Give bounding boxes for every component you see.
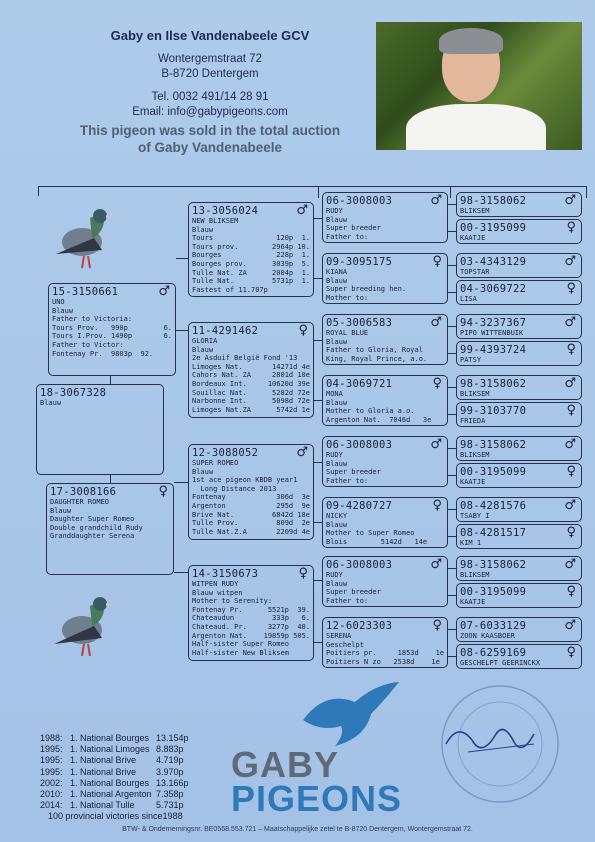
ggp-line: King, Royal Prince, a.o. xyxy=(326,354,428,363)
female-icon: ♀ xyxy=(566,464,576,479)
gs2-name: SUPER ROMEO xyxy=(192,459,239,467)
ggp-line: Poitiers pr. 1853d 1e xyxy=(326,649,445,658)
achievement-row xyxy=(40,744,189,755)
gggp-name: BLIKSEM xyxy=(460,571,490,579)
connector xyxy=(586,186,587,198)
achievement-row xyxy=(40,733,189,744)
gd2-note: Half-sister Super Romeo xyxy=(192,640,289,649)
gs1-result: Tulle Nat. ZA 2004p 1. xyxy=(192,268,310,277)
male-icon: ♂ xyxy=(296,445,308,460)
connector xyxy=(314,278,322,279)
ggp-ring: 06-3008003 xyxy=(326,439,393,451)
gggp-ring: 04-3069722 xyxy=(460,283,527,295)
male-icon: ♂ xyxy=(564,193,576,208)
gggp-ring: 99-3103770 xyxy=(460,405,527,417)
gggp-name: TSABY I xyxy=(460,512,490,520)
female-icon: ♀ xyxy=(566,645,576,660)
connector xyxy=(448,387,456,388)
sire-note: Father to Victor: xyxy=(52,340,124,349)
achievement-title: 1. National Argenton xyxy=(70,788,152,799)
ggp-line: Blauw xyxy=(326,276,348,285)
connector xyxy=(448,292,456,293)
ggp-line: Blauw xyxy=(326,398,348,407)
gd1-note: 2e Asduif België Fond '13 xyxy=(192,354,298,363)
ggp-ring: 06-3008003 xyxy=(326,559,393,571)
gggp-name: KIM 1 xyxy=(460,539,482,547)
gd2-result: Chateaudun 333p 6. xyxy=(192,614,310,623)
connector xyxy=(314,642,322,643)
gggp-name: KAATJE xyxy=(460,478,486,486)
ggp-line: Argenton Nat. 7046d 3e xyxy=(326,415,432,424)
achievement-count: 7.358p xyxy=(156,788,184,799)
female-icon: ♀ xyxy=(566,525,576,540)
dam-box[interactable] xyxy=(46,483,174,575)
logo-word-gaby: GABY xyxy=(231,744,340,785)
gs2-result: Tulle Nat.Z.A 2209d 4e xyxy=(192,527,310,536)
gggp-box[interactable] xyxy=(456,556,582,581)
female-icon: ♀ xyxy=(566,342,576,357)
gggp-ring: 98-3158062 xyxy=(460,439,527,451)
gd2-result: Fontenay Pr. 5521p 39. xyxy=(192,605,310,614)
ggp-ring: 06-3008003 xyxy=(326,195,393,207)
ggp-line: Father to: xyxy=(326,232,369,241)
breeder-title: Gaby en Ilse Vandenabeele GCV xyxy=(110,28,310,43)
ggp-line: Blauw xyxy=(326,459,348,468)
gd2-name: WITPEN RUDY xyxy=(192,580,239,588)
connector xyxy=(314,522,322,523)
gd2-result: Argenton Nat. 19859p 505. xyxy=(192,631,310,640)
male-icon: ♂ xyxy=(430,437,442,452)
female-icon: ♀ xyxy=(432,254,442,269)
male-icon: ♂ xyxy=(430,315,442,330)
connector xyxy=(448,448,456,449)
gs1-result: Tours prov. 2964p 10. xyxy=(192,242,310,251)
gs1-ring: 13-3056024 xyxy=(192,205,259,217)
granddam1-box[interactable] xyxy=(188,322,314,418)
connector xyxy=(314,580,322,581)
dove-logo-icon xyxy=(295,680,405,750)
dam-note: Daughter Super Romeo xyxy=(50,515,135,524)
gggp-box[interactable] xyxy=(456,253,582,278)
photo-hair xyxy=(439,28,503,54)
achievement-title: 1. National Tulle xyxy=(70,800,135,811)
gs2-result: Brive Nat. 6842d 18e xyxy=(192,510,310,519)
ggp-line: Father to: xyxy=(326,596,369,605)
achievement-year: 1988: xyxy=(40,733,63,743)
achievement-year: 1995: xyxy=(40,744,63,755)
gggp-ring: 00-3195099 xyxy=(460,222,527,234)
ggp-box[interactable] xyxy=(322,556,448,607)
grandsire1-box[interactable] xyxy=(188,202,314,297)
female-icon: ♀ xyxy=(298,323,308,338)
ggp-line: Super breeder xyxy=(326,224,381,233)
granddam2-box[interactable] xyxy=(188,565,314,661)
gggp-box[interactable] xyxy=(456,280,582,305)
ggp-line: MONA xyxy=(326,390,343,398)
ggp-line: Blauw xyxy=(326,215,348,224)
connector xyxy=(314,340,322,341)
ggp-ring: 09-4280727 xyxy=(326,500,393,512)
ggp-line: RUDY xyxy=(326,571,343,579)
female-icon: ♀ xyxy=(432,498,442,513)
ggp-line: RUDY xyxy=(326,207,343,215)
ggp-line: Super breeder xyxy=(326,588,381,597)
gggp-box[interactable] xyxy=(456,524,582,549)
achievement-title: 1. National Bourges xyxy=(70,777,150,788)
achievement-row xyxy=(40,767,189,778)
breeder-address xyxy=(60,52,360,120)
gggp-box[interactable] xyxy=(456,314,582,339)
male-icon: ♂ xyxy=(564,254,576,269)
ggp-box[interactable] xyxy=(322,253,448,304)
gd1-result: Bordeaux Int. 10620d 39e xyxy=(192,379,310,388)
sire-color: Blauw xyxy=(52,306,74,315)
connector xyxy=(448,509,456,510)
gggp-ring: 94-3237367 xyxy=(460,317,527,329)
gs1-note: Fastest of 11.707p xyxy=(192,285,268,294)
achievement-year: 1995: xyxy=(40,766,63,777)
gggp-ring: 03-4343129 xyxy=(460,256,527,268)
ggp-line: Mother to: xyxy=(326,293,369,302)
ggp-line: Geschelpt xyxy=(326,640,364,649)
male-icon: ♂ xyxy=(564,437,576,452)
gggp-name: PIPO WITTENBUIK xyxy=(460,329,524,337)
connector xyxy=(448,231,456,232)
gggp-box[interactable] xyxy=(456,192,582,217)
sire-result: Tours Prov. 990p 6. xyxy=(52,323,172,332)
connector xyxy=(448,656,456,657)
ggp-line: RUDY xyxy=(326,451,343,459)
achievement-count: 5.731p xyxy=(156,800,184,811)
gd1-name: GLORIA xyxy=(192,337,218,345)
achievement-title: 1. National Brive xyxy=(70,766,137,777)
gggp-ring: 08-6259169 xyxy=(460,647,527,659)
gd2-note: Half-sister New Bliksem xyxy=(192,648,289,657)
subject-ring: 18-3067328 xyxy=(40,387,107,399)
gggp-ring: 98-3158062 xyxy=(460,559,527,571)
ggp-line: KIANA xyxy=(326,268,348,276)
connector xyxy=(448,414,456,415)
sire-note: Father to Victoria: xyxy=(52,315,133,324)
gggp-name: FRIEDA xyxy=(460,417,486,425)
achievement-count: 13.154p xyxy=(156,733,189,743)
sire-ring: 15-3150661 xyxy=(52,286,119,298)
achievement-year: 2002: xyxy=(40,777,63,788)
female-icon: ♀ xyxy=(566,281,576,296)
gggp-name: KAATJE xyxy=(460,234,486,242)
gd2-ring: 14-3150673 xyxy=(192,568,259,580)
dam-name: DAUGHTER ROMEO xyxy=(50,498,110,506)
auction-note-line1: This pigeon was sold in the total auction xyxy=(79,123,341,138)
ggp-line: Blauw xyxy=(326,579,348,588)
achievements-footer: 100 provincial victories since1988 xyxy=(48,811,183,822)
male-icon: ♂ xyxy=(564,498,576,513)
gs1-result: Bourges 228p 1. xyxy=(192,251,310,260)
ggp-box[interactable] xyxy=(322,314,448,365)
ggp-line: Super breeder xyxy=(326,468,381,477)
gggp-name: KAATJE xyxy=(460,598,486,606)
gggp-ring: 07-6033129 xyxy=(460,620,527,632)
gggp-ring: 99-4393724 xyxy=(460,344,527,356)
gs1-name: NEW BLIKSEM xyxy=(192,217,239,225)
achievement-year: 2014: xyxy=(40,800,63,811)
connector xyxy=(448,353,456,354)
achievement-row xyxy=(40,755,189,766)
connector xyxy=(174,482,188,483)
connector xyxy=(110,475,111,483)
gs1-result: Tours 120p 1. xyxy=(192,234,310,243)
ggp-line: Father to: xyxy=(326,476,369,485)
gggp-ring: 08-4281576 xyxy=(460,500,527,512)
ggp-line: Mother to Gloria a.o. xyxy=(326,407,415,416)
male-icon: ♂ xyxy=(296,203,308,218)
connector xyxy=(448,265,456,266)
gggp-box[interactable] xyxy=(456,583,582,608)
connector xyxy=(450,186,451,198)
sire-name: UNO xyxy=(52,298,65,306)
male-icon: ♂ xyxy=(430,193,442,208)
address-street: Wontergemstraat 72 xyxy=(158,53,262,65)
achievements-list xyxy=(40,733,189,823)
connector xyxy=(110,376,111,384)
ggp-line: Father to Gloria, Royal xyxy=(326,346,423,355)
gggp-box[interactable] xyxy=(456,497,582,522)
gs1-result: Bourges prov. 3039p 5. xyxy=(192,259,310,268)
ggp-line: Blauw xyxy=(326,337,348,346)
ggp-line: Mother to Super Romeo xyxy=(326,529,415,538)
ggp-line: Poitiers N zo 2538d 1e xyxy=(326,657,440,666)
achievement-title: 1. National Limoges xyxy=(70,744,150,755)
ggp-line: SERENA xyxy=(326,632,352,640)
subject-color: Blauw xyxy=(40,399,62,407)
gggp-box[interactable] xyxy=(456,341,582,366)
gggp-name: BLIKSEM xyxy=(460,390,490,398)
subject-box[interactable] xyxy=(36,384,164,475)
gggp-box[interactable] xyxy=(456,219,582,244)
gggp-box[interactable] xyxy=(456,375,582,400)
grandsire2-box[interactable] xyxy=(188,444,314,540)
achievement-count: 13.166p xyxy=(156,777,189,788)
gs2-ring: 12-3088052 xyxy=(192,447,259,459)
pigeon-image-bottom xyxy=(44,584,114,662)
female-icon: ♀ xyxy=(566,220,576,235)
gggp-box[interactable] xyxy=(456,463,582,488)
connector xyxy=(318,186,319,198)
gggp-name: BLIKSEM xyxy=(460,207,490,215)
achievement-row xyxy=(40,800,189,811)
male-icon: ♂ xyxy=(564,315,576,330)
male-icon: ♂ xyxy=(564,376,576,391)
gggp-box[interactable] xyxy=(456,436,582,461)
ggp-box[interactable] xyxy=(322,436,448,487)
achievement-count: 4.719p xyxy=(156,755,184,766)
connector xyxy=(448,204,456,205)
gd1-ring: 11-4291462 xyxy=(192,325,259,337)
gs1-color: Blauw xyxy=(192,225,214,234)
header-divider xyxy=(38,186,586,187)
dam-color: Blauw xyxy=(50,506,72,515)
pigeon-image-top xyxy=(44,198,114,274)
gd2-note: Mother to Serenity: xyxy=(192,597,273,606)
gggp-name: ZOON KAASBOER xyxy=(460,632,515,640)
gs2-result: Fontenay 306d 3e xyxy=(192,493,310,502)
connector xyxy=(314,218,322,219)
dam-note: Granddaughter Serena xyxy=(50,532,135,541)
ggp-line: Blois 5142d 14e xyxy=(326,537,428,546)
female-icon: ♀ xyxy=(566,584,576,599)
male-icon: ♂ xyxy=(158,284,170,299)
logo-word-pigeons: PIGEONS xyxy=(231,778,403,819)
connector xyxy=(448,595,456,596)
ggp-line: Super breeding hen. xyxy=(326,285,407,294)
dam-ring: 17-3008166 xyxy=(50,486,117,498)
sire-box[interactable] xyxy=(48,283,176,376)
ggp-ring: 12-6023303 xyxy=(326,620,393,632)
gggp-name: GESCHELPT GEERINCKX xyxy=(460,659,541,667)
ggp-ring: 04-3069721 xyxy=(326,378,393,390)
sire-result: Tours I.Prov. 1490p 6. xyxy=(52,332,172,341)
gaby-pigeons-logo xyxy=(225,680,425,820)
address-city: B-8720 Dentergem xyxy=(161,68,259,80)
gggp-ring: 98-3158062 xyxy=(460,378,527,390)
achievement-row xyxy=(40,789,189,800)
gggp-box[interactable] xyxy=(456,617,582,642)
achievement-year: 2010: xyxy=(40,788,63,799)
authenticity-stamp xyxy=(438,682,562,806)
female-icon: ♀ xyxy=(432,618,442,633)
female-icon: ♀ xyxy=(158,484,168,499)
connector xyxy=(314,462,322,463)
ggp-box[interactable] xyxy=(322,192,448,243)
achievement-year: 1995: xyxy=(40,755,63,766)
connector xyxy=(448,536,456,537)
male-icon: ♂ xyxy=(564,557,576,572)
connector xyxy=(448,326,456,327)
connector xyxy=(448,568,456,569)
ggp-ring: 05-3006583 xyxy=(326,317,393,329)
ggp-line: NICKY xyxy=(326,512,348,520)
gd1-result: Cahors Nat. ZA 2801d 10e xyxy=(192,371,310,380)
connector xyxy=(448,629,456,630)
achievement-row xyxy=(40,778,189,789)
gd2-color: Blauw witpen xyxy=(192,588,243,597)
gs2-note: 1st ace pigeon KBDB year1 xyxy=(192,476,298,485)
gggp-ring: 00-3195099 xyxy=(460,586,527,598)
gggp-box[interactable] xyxy=(456,644,582,669)
gd1-result: Souillac Nat. 5282d 72e xyxy=(192,388,310,397)
gggp-ring: 00-3195099 xyxy=(460,466,527,478)
connector xyxy=(448,475,456,476)
connector xyxy=(174,572,188,573)
connector xyxy=(38,186,39,196)
gggp-name: BLIKSEM xyxy=(460,451,490,459)
sire-result: Fontenay Pr. 9803p 92. xyxy=(52,349,154,358)
gggp-name: TOPSTAR xyxy=(460,268,490,276)
achievement-count: 8.883p xyxy=(156,744,184,755)
gggp-ring: 08-4281517 xyxy=(460,527,527,539)
female-icon: ♀ xyxy=(432,376,442,391)
breeder-photo xyxy=(376,22,582,150)
achievement-title: 1. National Brive xyxy=(70,755,137,766)
gs2-color: Blauw xyxy=(192,467,214,476)
female-icon: ♀ xyxy=(566,403,576,418)
connector xyxy=(314,400,322,401)
ggp-line: Blauw xyxy=(326,520,348,529)
achievement-count: 3.970p xyxy=(156,766,184,777)
achievement-title: 1. National Bourges xyxy=(70,733,150,743)
gggp-box[interactable] xyxy=(456,402,582,427)
gd1-color: Blauw xyxy=(192,345,214,354)
gs2-note: Long Distance 2013 xyxy=(192,484,277,493)
gggp-ring: 98-3158062 xyxy=(460,195,527,207)
connector xyxy=(176,258,188,259)
gd2-result: Chateaud. Pr. 3277p 40. xyxy=(192,622,310,631)
gd1-result: Narbonne Int. 5098d 72e xyxy=(192,397,310,406)
gggp-name: PATSY xyxy=(460,356,482,364)
ggp-ring: 09-3095175 xyxy=(326,256,393,268)
gggp-name: LISA xyxy=(460,295,477,303)
gd1-result: Limoges Nat. 14271d 4e xyxy=(192,362,310,371)
address-phone: Tel. 0032 491/14 28 91 xyxy=(151,91,269,103)
ggp-box[interactable] xyxy=(322,617,448,668)
gs2-result: Tulle Prov. 809d 2e xyxy=(192,519,310,528)
dam-note: Double grandchild Rudy xyxy=(50,523,143,532)
photo-shirt xyxy=(406,104,546,150)
auction-note xyxy=(60,122,360,156)
ggp-box[interactable] xyxy=(322,497,448,548)
ggp-box[interactable] xyxy=(322,375,448,426)
connector xyxy=(176,330,188,331)
gs1-result: Tulle Nat. 5731p 1. xyxy=(192,277,310,286)
ggp-line: ROYAL BLUE xyxy=(326,329,369,337)
gd1-result: Limoges Nat.ZA 5742d 1e xyxy=(192,405,310,414)
female-icon: ♀ xyxy=(298,566,308,581)
male-icon: ♂ xyxy=(564,618,576,633)
gs2-result: Argenton 295d 9e xyxy=(192,501,310,510)
company-footer: BTW- & Ondernemingsnr. BE0568.553.721 – Maatschappelijke zetel te B-8720 Dentergem, Wontergemstraat 72. xyxy=(122,826,473,833)
male-icon: ♂ xyxy=(430,557,442,572)
address-email[interactable]: Email: info@gabypigeons.com xyxy=(132,106,288,118)
auction-note-line2: of Gaby Vandenabeele xyxy=(137,140,283,155)
